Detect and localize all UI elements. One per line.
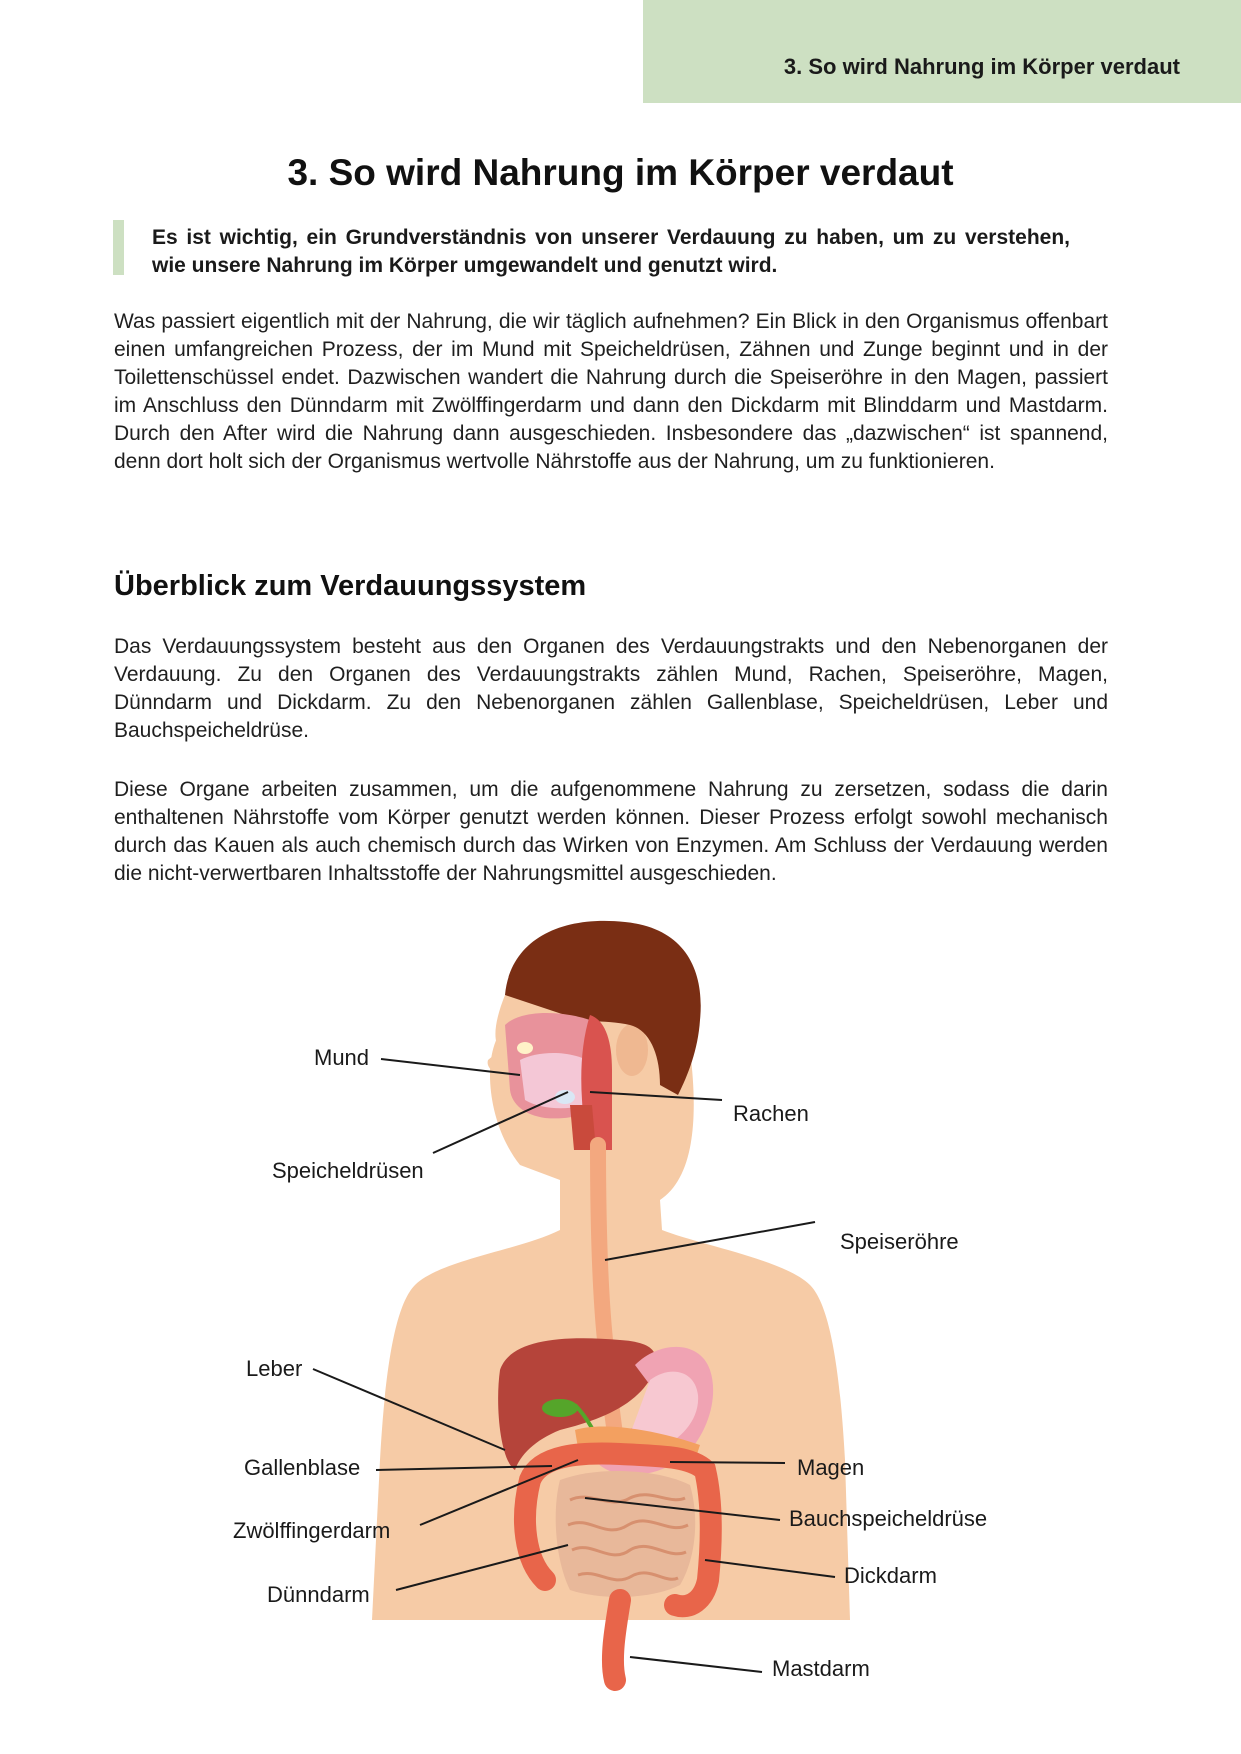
header-tab-title: 3. So wird Nahrung im Körper verdaut [783, 54, 1180, 79]
label-magen: Magen [797, 1455, 865, 1480]
label-mund: Mund [314, 1045, 370, 1070]
label-duenndarm: Dünndarm [267, 1582, 370, 1607]
page-title: 3. So wird Nahrung im Körper verdaut [287, 152, 954, 193]
lead-accent-bar [113, 220, 124, 275]
label-zwoelffingerdarm: Zwölffingerdarm [233, 1518, 391, 1543]
label-leber: Leber [246, 1356, 303, 1381]
lead-paragraph: Es ist wichtig, ein Grundverständnis von unserer Verdauung zu haben, um zu verstehen, wie unsere Nahrung im Körper umgewandelt und genutzt wird. [152, 226, 1070, 277]
label-dickdarm: Dickdarm [844, 1563, 937, 1588]
digestive-system-drawing [0, 900, 1241, 1700]
label-rachen: Rachen [733, 1101, 809, 1126]
label-gallenblase: Gallenblase [244, 1455, 361, 1480]
digestive-system-illustration [0, 900, 1241, 1700]
body-paragraph-process: Diese Organe arbeiten zusammen, um die aufgenommene Nahrung zu zersetzen, sodass die darin enthaltenen Nährstoffe vom Körper genutzt werden können. Dieser Prozess erfolgt sowohl mechanisch durch das Kauen als auch chemisch durch das Wirken von Enzymen. Am Schluss der Verdauung werden die nicht-verwertbaren Inhaltsstoffe der Nahrungsmittel ausgeschieden. [114, 778, 1108, 885]
body-paragraph-organs: Das Verdauungssystem besteht aus den Organen des Verdauungstrakts und den Nebenorganen der Verdauung. Zu den Organen des Verdauungstrakts zählen Mund, Rachen, Speiseröhre, Magen, Dünndarm und Dickdarm. Zu den Nebenorganen zählen Gallenblase, Speicheldrüsen, Leber und Bauchspeicheldrüse. [114, 635, 1108, 742]
gallbladder [542, 1399, 578, 1417]
salivary-gland [517, 1042, 533, 1054]
label-mastdarm: Mastdarm [772, 1656, 870, 1681]
rectum [613, 1600, 620, 1680]
section-heading: Überblick zum Verdauungssystem [114, 570, 587, 602]
neck [560, 1140, 660, 1250]
intro-paragraph: Was passiert eigentlich mit der Nahrung, die wir täglich aufnehmen? Ein Blick in den Organismus offenbart einen umfangreichen Prozess, der im Mund mit Speicheldrüsen, Zähnen und Zunge beginnt und in der Toilettenschüssel endet. Dazwischen wandert die Nahrung durch die Speiseröhre in den Magen, passiert im Anschluss den Dünndarm mit Zwölffingerdarm und dann den Dickdarm mit Blinddarm und Mastdarm. Durch den After wird die Nahrung dann ausgeschieden. Insbesondere das „dazwischen“ ist spannend, denn dort holt sich der Organismus wertvolle Nährstoffe aus der Nahrung, um zu funktionieren. [114, 310, 1108, 473]
label-bauchspeicheldruese: Bauchspeicheldrüse [789, 1506, 988, 1531]
label-speicheldruesen: Speicheldrüsen [272, 1158, 424, 1183]
header-tab [643, 0, 1241, 103]
label-speiseroehre: Speiseröhre [840, 1229, 959, 1254]
